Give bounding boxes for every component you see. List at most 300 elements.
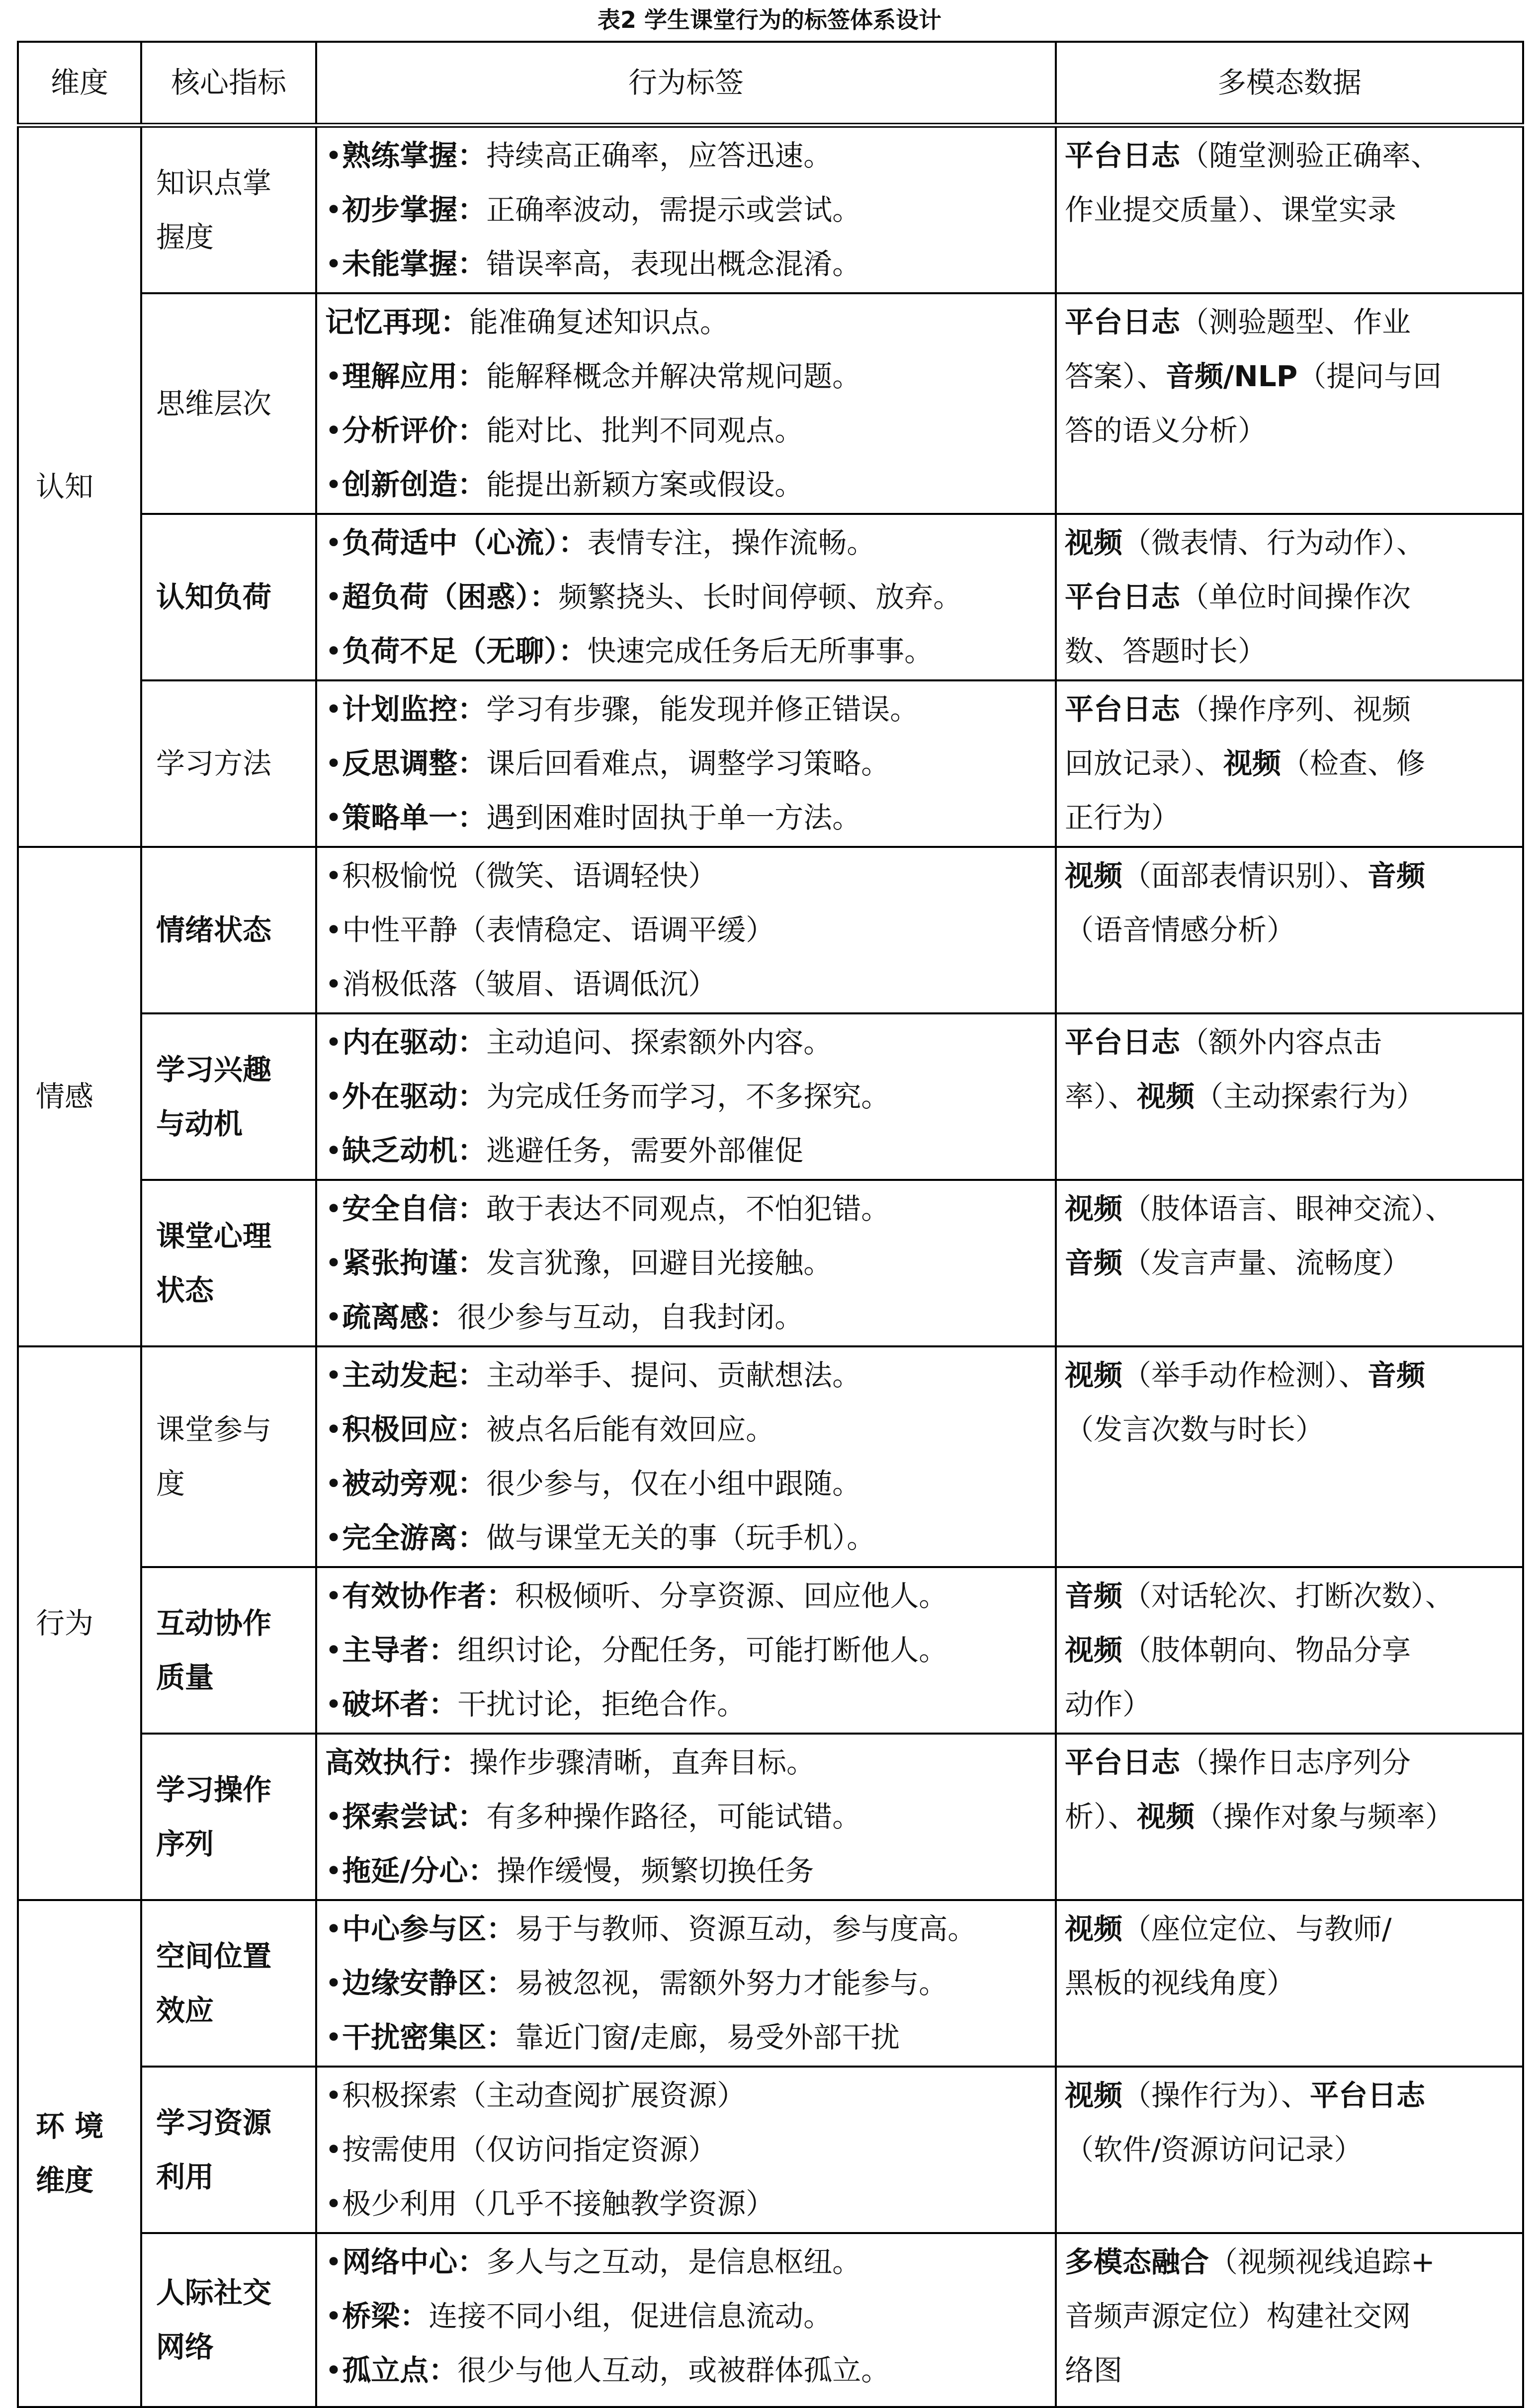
data-source: 平台日志 (1065, 305, 1181, 339)
data-detail: （对话轮次、打断次数）、 (1122, 1579, 1454, 1613)
bullet: • (325, 859, 342, 893)
tag-desc: 操作缓慢，频繁切换任务 (497, 1854, 814, 1888)
bullet: • (325, 1579, 342, 1613)
data-line (1065, 1236, 1514, 1290)
dimension-cell (18, 847, 141, 1346)
data-detail: （操作对象与频率） (1195, 1800, 1454, 1833)
bullet: • (325, 139, 342, 172)
tag-name: 疏离感： (342, 1300, 458, 1334)
tag-name: 紧张拘谨： (342, 1246, 487, 1280)
tag-desc: 靠近门窗/走廊，易受外部干扰 (515, 2020, 900, 2054)
data-source: 视频 (1065, 1192, 1123, 1226)
bullet: • (325, 1300, 342, 1334)
bullet: • (325, 1134, 342, 1167)
tag-desc: 做与课堂无关的事（玩手机）。 (486, 1521, 876, 1555)
table-row (18, 125, 1523, 293)
tag-name: 拖延/分心： (342, 1854, 497, 1888)
indicator-cell (141, 680, 316, 847)
data-detail: （提问与回 (1297, 359, 1442, 393)
data-detail: （面部表情识别）、 (1122, 859, 1368, 893)
tag-desc: 中性平静（表情稳定、语调平缓） (342, 913, 775, 947)
data-source: 视频 (1065, 1358, 1123, 1392)
data-detail: 正行为） (1065, 801, 1181, 834)
tags-cell (316, 125, 1056, 293)
data-cell (1056, 2067, 1523, 2233)
tag-line (325, 2069, 1047, 2123)
table-row (18, 293, 1523, 514)
tag-line (325, 957, 1047, 1011)
data-cell (1056, 680, 1523, 847)
data-line (1065, 2069, 1514, 2123)
indicator-label: 互动协作 (156, 1606, 272, 1640)
bullet: • (325, 1467, 342, 1500)
data-cell (1056, 1180, 1523, 1346)
tag-desc: 能准确复述知识点。 (469, 305, 729, 339)
data-source: 音频 (1368, 859, 1426, 893)
data-line (1065, 349, 1514, 404)
tag-desc: 按需使用（仅访问指定资源） (342, 2133, 717, 2166)
indicator-cell (141, 1180, 316, 1346)
data-cell (1056, 1013, 1523, 1180)
tag-desc: 表情专注，操作流畅。 (587, 526, 876, 560)
tag-line (325, 349, 1047, 404)
data-detail: （额外内容点击 (1180, 1025, 1382, 1059)
bullet: • (325, 1912, 342, 1946)
bullet: • (325, 1800, 342, 1833)
data-line (1065, 570, 1514, 624)
indicator-cell (141, 514, 316, 680)
tag-name: 外在驱动： (342, 1079, 487, 1113)
data-line (1065, 1348, 1514, 1403)
table-body (18, 125, 1523, 2407)
bullet: • (325, 634, 342, 668)
data-detail: （肢体朝向、物品分享 (1122, 1633, 1411, 1667)
tag-name: 负荷不足（无聊）： (342, 634, 588, 668)
tag-desc: 遇到困难时固执于单一方法。 (486, 801, 861, 834)
indicator-cell (141, 1734, 316, 1900)
bullet: • (325, 913, 342, 947)
bullet: • (325, 1966, 342, 2000)
tag-line (325, 682, 1047, 737)
data-detail: 答案）、 (1065, 359, 1166, 393)
tag-desc: 为完成任务而学习，不多探究。 (486, 1079, 890, 1113)
data-detail: （微表情、行为动作）、 (1122, 526, 1426, 560)
tag-name: 计划监控： (342, 692, 487, 726)
data-source: 视频 (1065, 526, 1123, 560)
tag-line (325, 237, 1047, 291)
data-line (1065, 1403, 1514, 1457)
tag-desc: 操作步骤清晰，直奔目标。 (469, 1745, 816, 1779)
table-row (18, 680, 1523, 847)
tags-cell (316, 514, 1056, 680)
indicator-label: 质量 (156, 1660, 214, 1694)
indicator-label: 网络 (156, 2330, 214, 2364)
tag-desc: 干扰讨论，拒绝合作。 (457, 1687, 746, 1721)
data-cell (1056, 514, 1523, 680)
indicator-label: 人际社交 (156, 2276, 272, 2310)
tag-line (325, 2123, 1047, 2177)
tag-line (325, 903, 1047, 957)
tags-cell (316, 2067, 1056, 2233)
tags-cell (316, 1734, 1056, 1900)
data-line (1065, 1736, 1514, 1790)
data-source: 音频 (1065, 1246, 1123, 1280)
data-line (1065, 1790, 1514, 1844)
tag-desc: 易被忽视，需额外努力才能参与。 (515, 1966, 948, 2000)
indicator-label: 思维层次 (156, 386, 272, 420)
data-line (1065, 682, 1514, 737)
indicator-label: 状态 (156, 1273, 214, 1307)
tag-name: 探索尝试： (342, 1800, 487, 1833)
data-source: 视频 (1065, 2078, 1123, 2112)
data-line (1065, 2235, 1514, 2289)
data-source: 视频 (1065, 1912, 1123, 1946)
data-cell (1056, 1346, 1523, 1567)
indicator-cell (141, 2067, 316, 2233)
tag-desc: 能解释概念并解决常规问题。 (486, 359, 861, 393)
tag-line (325, 1403, 1047, 1457)
tag-line (325, 1790, 1047, 1844)
bullet: • (325, 359, 342, 393)
dimension-label: 认知 (36, 470, 94, 503)
data-cell (1056, 847, 1523, 1013)
table-row (18, 2067, 1523, 2233)
indicator-cell (141, 2233, 316, 2407)
indicator-label: 情绪状态 (156, 913, 272, 947)
bullet: • (325, 2299, 342, 2333)
data-line (1065, 1182, 1514, 1236)
tag-desc: 积极倾听、分享资源、回应他人。 (515, 1579, 948, 1613)
indicator-cell (141, 1900, 316, 2067)
bullet: • (325, 247, 342, 281)
tag-desc: 学习有步骤，能发现并修正错误。 (486, 692, 919, 726)
tag-line (325, 570, 1047, 624)
tag-line (325, 1902, 1047, 1956)
tag-name: 缺乏动机： (342, 1134, 487, 1167)
tags-cell (316, 293, 1056, 514)
dimension-cell (18, 1900, 141, 2407)
tag-desc: 快速完成任务后无所事事。 (587, 634, 934, 668)
tag-name: 桥梁： (342, 2299, 429, 2333)
tags-cell (316, 1567, 1056, 1734)
bullet: • (325, 1358, 342, 1392)
data-source: 视频 (1137, 1079, 1195, 1113)
bullet: • (325, 1412, 342, 1446)
data-source: 视频 (1065, 859, 1123, 893)
table-row (18, 1013, 1523, 1180)
bullet: • (325, 2245, 342, 2279)
tag-name: 网络中心： (342, 2245, 487, 2279)
data-line (1065, 2343, 1514, 2398)
table-row (18, 1180, 1523, 1346)
data-detail: 黑板的视线角度） (1065, 1966, 1296, 2000)
tags-cell (316, 1180, 1056, 1346)
data-cell (1056, 1734, 1523, 1900)
table-row (18, 1346, 1523, 1567)
data-detail: 络图 (1065, 2353, 1123, 2387)
data-line (1065, 849, 1514, 903)
bullet: • (325, 1079, 342, 1113)
data-line (1065, 404, 1514, 458)
tag-line (325, 516, 1047, 570)
data-line (1065, 624, 1514, 678)
data-source: 平台日志 (1310, 2078, 1426, 2112)
tag-line (325, 624, 1047, 678)
data-detail: （主动探索行为） (1195, 1079, 1426, 1113)
indicator-label: 课堂参与 (156, 1412, 272, 1446)
tag-name: 完全游离： (342, 1521, 487, 1555)
tag-name: 记忆再现： (325, 305, 470, 339)
bullet: • (325, 1633, 342, 1667)
tag-name: 分析评价： (342, 414, 487, 447)
tag-desc: 能提出新颖方案或假设。 (486, 468, 804, 501)
tag-line (325, 1623, 1047, 1677)
data-line (1065, 791, 1514, 845)
indicator-cell (141, 847, 316, 1013)
tag-line (325, 1182, 1047, 1236)
data-detail: （检查、修 (1281, 747, 1426, 780)
tag-line (325, 129, 1047, 183)
table-row (18, 1900, 1523, 2067)
data-line (1065, 516, 1514, 570)
tag-desc: 组织讨论，分配任务，可能打断他人。 (457, 1633, 948, 1667)
indicator-label: 学习操作 (156, 1772, 272, 1807)
indicator-label: 空间位置 (156, 1939, 272, 1973)
bullet: • (325, 1521, 342, 1555)
tag-desc: 极少利用（几乎不接触教学资源） (342, 2187, 775, 2221)
tag-line (325, 295, 1047, 349)
data-source: 音频 (1368, 1358, 1426, 1392)
tag-line (325, 1736, 1047, 1790)
tag-name: 孤立点： (342, 2353, 458, 2387)
data-detail: （肢体语言、眼神交流）、 (1122, 1192, 1454, 1226)
data-line (1065, 1569, 1514, 1623)
data-source: 视频 (1065, 1633, 1123, 1667)
bullet: • (325, 1687, 342, 1721)
tag-desc: 很少参与互动，自我封闭。 (457, 1300, 804, 1334)
data-detail: （操作行为）、 (1122, 2078, 1310, 2112)
tag-line (325, 1844, 1047, 1898)
tag-name: 主导者： (342, 1633, 458, 1667)
data-detail: （座位定位、与教师/ (1122, 1912, 1392, 1946)
tag-desc: 有多种操作路径，可能试错。 (486, 1800, 861, 1833)
data-cell (1056, 125, 1523, 293)
data-detail: （随堂测验正确率、 (1180, 139, 1440, 172)
tag-name: 破坏者： (342, 1687, 458, 1721)
tag-name: 高效执行： (325, 1745, 470, 1779)
data-detail: （测验题型、作业 (1180, 305, 1411, 339)
table-row (18, 514, 1523, 680)
tag-line (325, 1457, 1047, 1511)
tag-line (325, 737, 1047, 791)
bullet: • (325, 526, 342, 560)
tag-desc: 逃避任务，需要外部催促 (486, 1134, 804, 1167)
tag-line (325, 1677, 1047, 1732)
data-line (1065, 295, 1514, 349)
tag-name: 熟练掌握： (342, 139, 487, 172)
data-source: 视频 (1137, 1800, 1195, 1833)
data-line (1065, 2289, 1514, 2343)
data-detail: 析）、 (1065, 1800, 1137, 1833)
tag-name: 积极回应： (342, 1412, 487, 1446)
tag-name: 创新创造： (342, 468, 487, 501)
header-row (18, 42, 1523, 125)
bullet: • (325, 468, 342, 501)
bullet: • (325, 2078, 342, 2112)
tag-desc: 积极探索（主动查阅扩展资源） (342, 2078, 746, 2112)
data-detail: 作业提交质量）、课堂实录 (1065, 193, 1397, 227)
indicator-cell (141, 1013, 316, 1180)
bullet: • (325, 2133, 342, 2166)
bullet: • (325, 580, 342, 614)
data-detail: （举手动作检测）、 (1122, 1358, 1368, 1392)
tag-name: 负荷适中（心流）： (342, 526, 588, 560)
tags-cell (316, 1900, 1056, 2067)
data-line (1065, 183, 1514, 237)
tags-cell (316, 1346, 1056, 1567)
tag-name: 理解应用： (342, 359, 487, 393)
tag-desc: 敢于表达不同观点，不怕犯错。 (486, 1192, 890, 1226)
tag-line (325, 1236, 1047, 1290)
data-line (1065, 2123, 1514, 2177)
tag-line (325, 1956, 1047, 2010)
tag-name: 内在驱动： (342, 1025, 487, 1059)
tag-desc: 很少与他人互动，或被群体孤立。 (457, 2353, 890, 2387)
tag-line (325, 1290, 1047, 1344)
tag-name: 初步掌握： (342, 193, 487, 227)
data-line (1065, 1902, 1514, 1956)
tag-desc: 被点名后能有效回应。 (486, 1412, 775, 1446)
indicator-label: 认知负荷 (156, 580, 272, 614)
data-detail: （语音情感分析） (1065, 913, 1296, 947)
tag-line (325, 1070, 1047, 1124)
data-detail: （操作序列、视频 (1180, 692, 1411, 726)
bullet: • (325, 414, 342, 447)
tag-name: 主动发起： (342, 1358, 487, 1392)
indicator-label: 效应 (156, 1993, 214, 2027)
indicator-label: 握度 (156, 220, 214, 254)
bullet: • (325, 2020, 342, 2054)
tag-desc: 连接不同小组，促进信息流动。 (428, 2299, 833, 2333)
header-tags: 行为标签 (316, 42, 1056, 125)
tag-name: 边缘安静区： (342, 1966, 515, 2000)
bullet: • (325, 1246, 342, 1280)
tag-line (325, 2235, 1047, 2289)
bullet: • (325, 747, 342, 780)
tag-line (325, 2343, 1047, 2398)
indicator-cell (141, 1567, 316, 1734)
table-row (18, 847, 1523, 1013)
tag-name: 未能掌握： (342, 247, 487, 281)
bullet: • (325, 2353, 342, 2387)
indicator-cell (141, 125, 316, 293)
data-line (1065, 737, 1514, 791)
tag-name: 策略单一： (342, 801, 487, 834)
tag-desc: 主动举手、提问、贡献想法。 (486, 1358, 861, 1392)
data-source: 平台日志 (1065, 139, 1181, 172)
tag-name: 干扰密集区： (342, 2020, 515, 2054)
indicator-label: 与动机 (156, 1106, 243, 1141)
data-detail: 答的语义分析） (1065, 414, 1267, 447)
dimension-cell (18, 125, 141, 847)
tag-desc: 频繁挠头、长时间停顿、放弃。 (558, 580, 962, 614)
indicator-label: 学习兴趣 (156, 1052, 272, 1086)
data-line (1065, 1956, 1514, 2010)
tag-name: 中心参与区： (342, 1912, 515, 1946)
data-source: 平台日志 (1065, 1745, 1181, 1779)
bullet: • (325, 967, 342, 1001)
data-detail: （发言次数与时长） (1065, 1412, 1325, 1446)
tag-line (325, 1015, 1047, 1070)
tag-name: 被动旁观： (342, 1467, 487, 1500)
data-source: 平台日志 (1065, 1025, 1181, 1059)
data-cell (1056, 1900, 1523, 2067)
tag-desc: 发言犹豫，回避目光接触。 (486, 1246, 833, 1280)
tags-cell (316, 2233, 1056, 2407)
data-cell (1056, 1567, 1523, 1734)
data-detail: 回放记录）、 (1065, 747, 1224, 780)
dimension-cell (18, 1346, 141, 1900)
table-row (18, 1567, 1523, 1734)
tag-desc: 易于与教师、资源互动，参与度高。 (515, 1912, 977, 1946)
tag-line (325, 2289, 1047, 2343)
table-caption: 表2 学生课堂行为的标签体系设计 (597, 6, 942, 33)
data-detail: 音频声源定位）构建社交网 (1065, 2299, 1411, 2333)
header-indicator: 核心指标 (141, 42, 316, 125)
indicator-label: 知识点掌 (156, 166, 272, 200)
tag-line (325, 404, 1047, 458)
tag-desc: 主动追问、探索额外内容。 (486, 1025, 833, 1059)
tag-desc: 正确率波动，需提示或尝试。 (486, 193, 861, 227)
data-source: 多模态融合 (1065, 2245, 1209, 2279)
data-source: 平台日志 (1065, 692, 1181, 726)
table-row (18, 2233, 1523, 2407)
data-cell (1056, 2233, 1523, 2407)
tag-name: 超负荷（困惑）： (342, 580, 559, 614)
tag-desc: 课后回看难点，调整学习策略。 (486, 747, 890, 780)
tag-desc: 能对比、批判不同观点。 (486, 414, 804, 447)
data-source: 音频 (1065, 1579, 1123, 1613)
tag-desc: 积极愉悦（微笑、语调轻快） (342, 859, 717, 893)
bullet: • (325, 692, 342, 726)
dimension-label: 情感 (36, 1079, 94, 1113)
data-detail: 数、答题时长） (1065, 634, 1267, 668)
header-dimension: 维度 (18, 42, 141, 125)
indicator-label: 课堂心理 (156, 1219, 272, 1253)
indicator-label: 度 (156, 1467, 185, 1500)
label-system-table (17, 41, 1524, 2408)
dimension-label: 环 境 (36, 2109, 104, 2143)
data-detail: （操作日志序列分 (1180, 1745, 1411, 1779)
indicator-cell (141, 1346, 316, 1567)
tag-desc: 多人与之互动，是信息枢纽。 (486, 2245, 861, 2279)
data-line (1065, 1070, 1514, 1124)
indicator-cell (141, 293, 316, 514)
tag-desc: 错误率高，表现出概念混淆。 (486, 247, 861, 281)
tag-name: 有效协作者： (342, 1579, 515, 1613)
bullet: • (325, 2187, 342, 2221)
data-cell (1056, 293, 1523, 514)
bullet: • (325, 1192, 342, 1226)
data-line (1065, 1015, 1514, 1070)
tag-line (325, 1348, 1047, 1403)
bullet: • (325, 1025, 342, 1059)
data-source: 音频/NLP (1166, 359, 1298, 393)
data-detail: 动作） (1065, 1687, 1152, 1721)
data-line (1065, 1677, 1514, 1732)
bullet: • (325, 801, 342, 834)
indicator-label: 序列 (156, 1827, 214, 1861)
